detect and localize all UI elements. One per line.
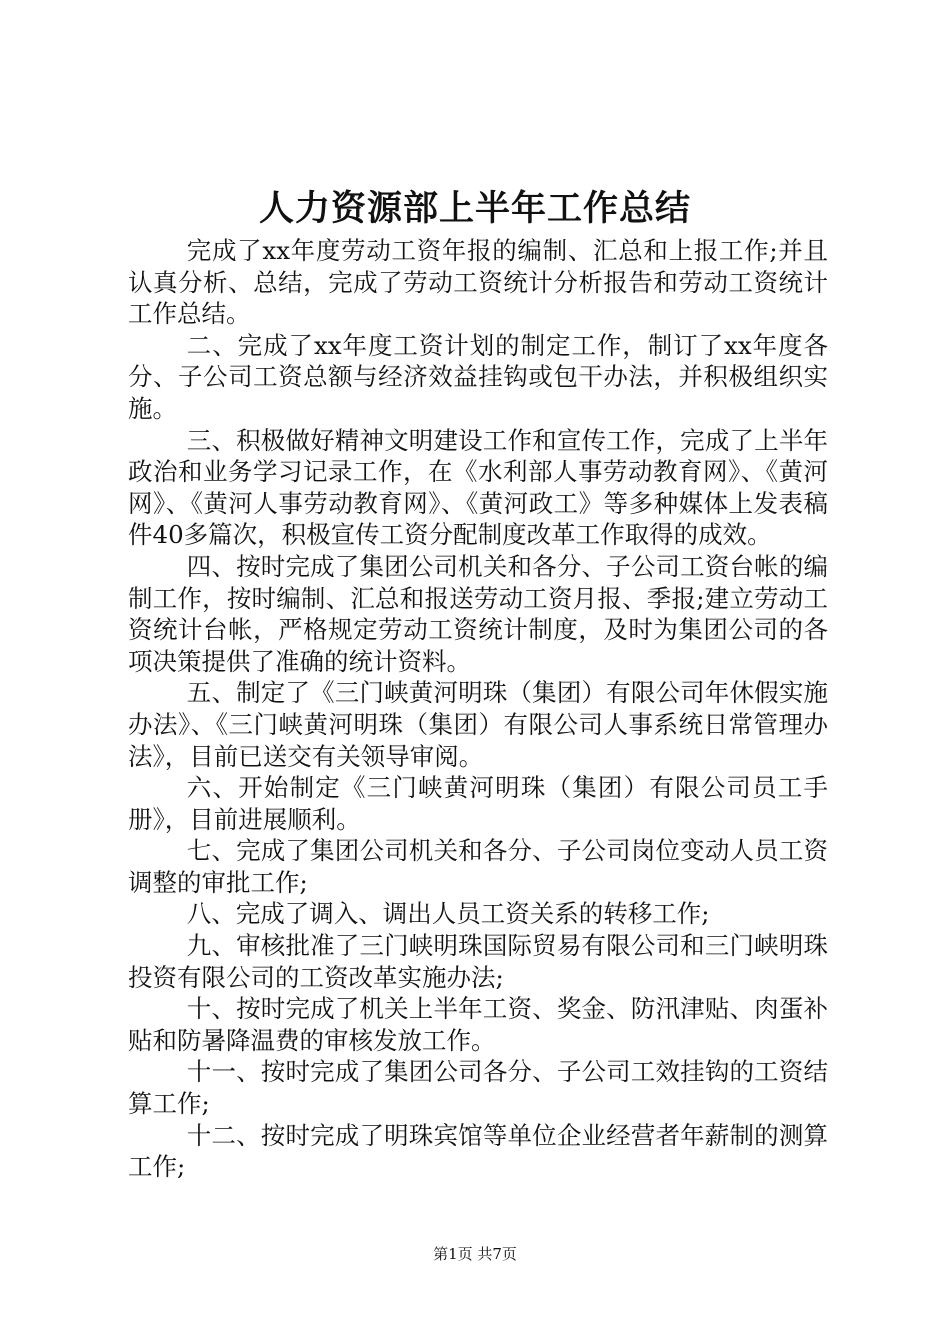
document-body <box>128 235 828 1183</box>
paragraph-3: 三、积极做好精神文明建设工作和宣传工作，完成了上半年政治和业务学习记录工作，在《水利部人事劳动教育网》、《黄河网》、《黄河人事劳动教育网》、《黄河政工》等多种媒体上发表稿件40多篇次，积极宣传工资分配制度改革工作取得的成效。 <box>128 425 828 550</box>
paragraph-6: 六、开始制定《三门峡黄河明珠（集团）有限公司员工手册》，目前进展顺利。 <box>128 773 828 834</box>
paragraph-1: 完成了xx年度劳动工资年报的编制、汇总和上报工作;并且认真分析、总结，完成了劳动工资统计分析报告和劳动工资统计工作总结。 <box>128 236 828 329</box>
paragraph-9: 九、审核批准了三门峡明珠国际贸易有限公司和三门峡明珠投资有限公司的工资改革实施办法; <box>128 931 828 992</box>
document-title: 人力资源部上半年工作总结 <box>258 188 691 229</box>
paragraph-5: 五、制定了《三门峡黄河明珠（集团）有限公司年休假实施办法》、《三门峡黄河明珠（集团）有限公司人事系统日常管理办法》，目前已送交有关领导审阅。 <box>128 678 828 771</box>
paragraph-2: 二、完成了xx年度工资计划的制定工作，制订了xx年度各分、子公司工资总额与经济效益挂钩或包干办法，并积极组织实施。 <box>128 330 828 423</box>
paragraph-11: 十一、按时完成了集团公司各分、子公司工效挂钩的工资结算工作; <box>128 1057 828 1119</box>
paragraph-7: 七、完成了集团公司机关和各分、子公司岗位变动人员工资调整的审批工作; <box>128 836 828 897</box>
paragraph-10: 十、按时完成了机关上半年工资、奖金、防汛津贴、肉蛋补贴和防暑降温费的审核发放工作。 <box>128 994 828 1055</box>
paragraph-12: 十二、按时完成了明珠宾馆等单位企业经营者年薪制的测算工作; <box>128 1120 828 1182</box>
paragraph-8: 八、完成了调入、调出人员工资关系的转移工作; <box>186 899 710 929</box>
paragraph-4: 四、按时完成了集团公司机关和各分、子公司工资台帐的编制工作，按时编制、汇总和报送劳动工资月报、季报;建立劳动工资统计台帐，严格规定劳动工资统计制度，及时为集团公司的各项决策提供了准确的统计资料。 <box>128 551 828 676</box>
page-number-footer: 第1页 共7页 <box>433 1245 517 1263</box>
